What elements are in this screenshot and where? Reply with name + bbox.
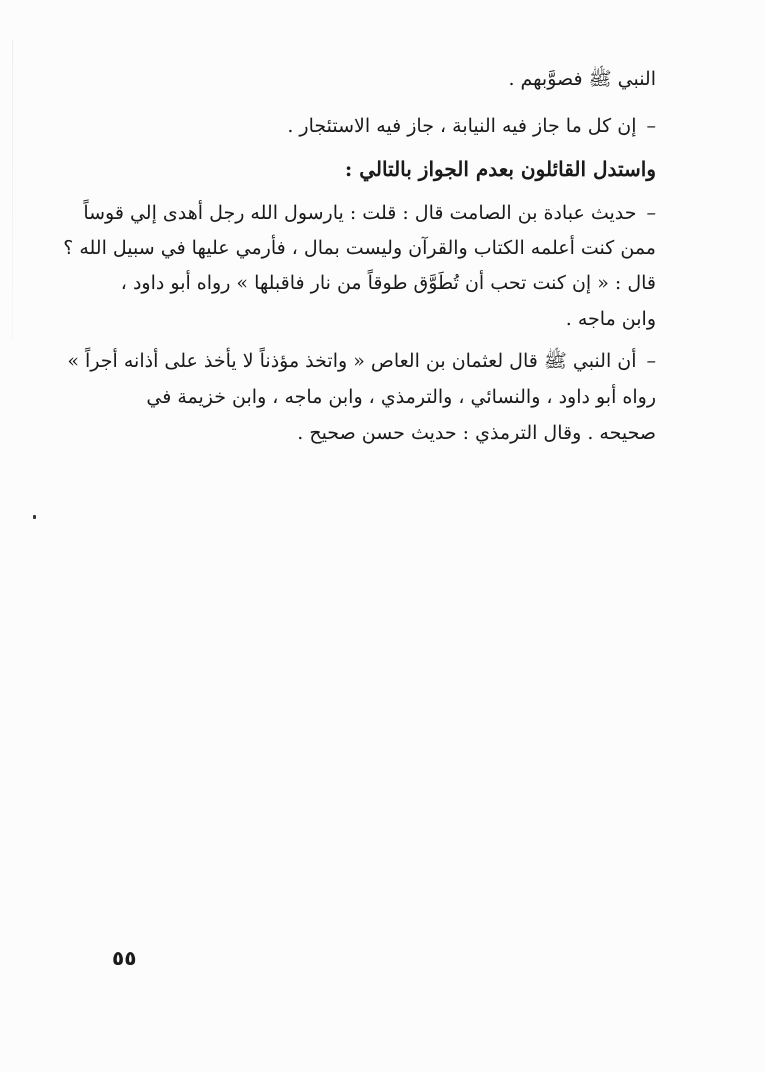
paragraph-2-line-2: رواه أبو داود ، والنسائي ، والترمذي ، وابن ماجه ، وابن خزيمة في: [146, 386, 656, 408]
paragraph-1-line-3: قال : « إن كنت تحب أن تُطَوَّق طوقاً من نار فاقبلها » رواه أبو داود ،: [120, 272, 656, 294]
section-heading: واستدل القائلون بعدم الجواز بالتالي :: [344, 157, 656, 181]
bullet-dash: –: [646, 202, 656, 224]
paragraph-1-line-1: [83, 200, 656, 226]
text-line-1: النبي ﷺ فصوَّبهم .: [508, 68, 656, 90]
paragraph-1-line-4: وابن ماجه .: [565, 308, 656, 330]
bullet-dash: –: [646, 350, 656, 372]
scan-edge-shadow: [12, 40, 13, 340]
paragraph-2-line-1: [67, 348, 656, 374]
paragraph-2-line-1-body: أن النبي ﷺ قال لعثمان بن العاص « واتخذ مؤذناً لا يأخذ على أذانه أجراً »: [67, 350, 637, 372]
page-number: ٥٥: [112, 946, 137, 970]
scan-speck: [33, 515, 36, 519]
paragraph-1-line-2: ممن كنت أعلمه الكتاب والقرآن وليست بمال ، فأرمي عليها في سبيل الله ؟: [63, 237, 656, 259]
bullet-dash: –: [646, 115, 656, 137]
text-line-2: [287, 113, 656, 139]
text-line-2-body: إن كل ما جاز فيه النيابة ، جاز فيه الاستئجار .: [287, 115, 637, 137]
paragraph-2-line-3: صحيحه . وقال الترمذي : حديث حسن صحيح .: [297, 422, 656, 444]
paragraph-1-line-1-body: حديث عبادة بن الصامت قال : قلت : يارسول الله رجل أهدى إلي قوساً: [83, 202, 637, 224]
